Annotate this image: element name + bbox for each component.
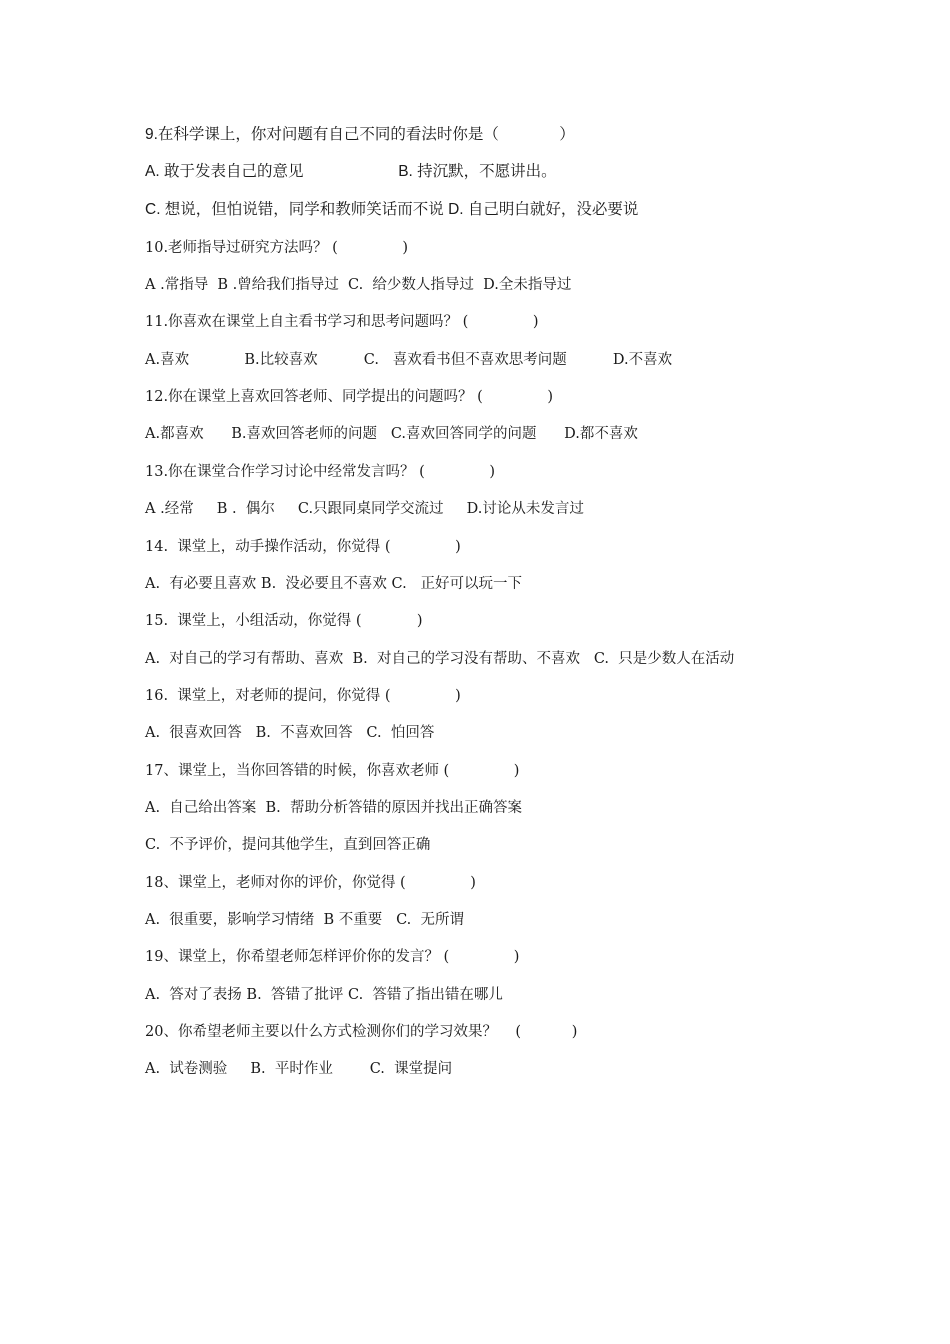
question-19: 19、课堂上，你希望老师怎样评价你的发言？ ( )	[145, 949, 520, 965]
question-17-options-c: C. 不予评价，提问其他学生，直到回答正确	[145, 837, 431, 853]
question-18: 18、课堂上，老师对你的评价，你觉得 ( )	[145, 875, 476, 891]
question-15-options: A. 对自己的学习有帮助、喜欢 B. 对自己的学习没有帮助、不喜欢 C. 只是少数人在活动	[145, 651, 735, 667]
question-12-options: A.都喜欢 B.喜欢回答老师的问题 C.喜欢回答同学的问题 D.都不喜欢	[145, 426, 638, 442]
question-9: 9.在科学课上，你对问题有自己不同的看法时你是（ ）	[145, 126, 575, 143]
question-15: 15. 课堂上，小组活动，你觉得 ( )	[145, 613, 423, 629]
question-17: 17、课堂上，当你回答错的时候，你喜欢老师 ( )	[145, 763, 520, 779]
question-18-options: A. 很重要，影响学习情绪 B 不重要 C. 无所谓	[145, 912, 465, 928]
question-16-options: A. 很喜欢回答 B. 不喜欢回答 C. 怕回答	[145, 725, 435, 741]
question-19-options: A. 答对了表扬 B. 答错了批评 C. 答错了指出错在哪儿	[145, 987, 503, 1003]
question-11: 11.你喜欢在课堂上自主看书学习和思考问题吗？ ( )	[145, 314, 539, 330]
question-12: 12.你在课堂上喜欢回答老师、同学提出的问题吗？ ( )	[145, 389, 554, 405]
question-14-options: A. 有必要且喜欢 B. 没必要且不喜欢 C. 正好可以玩一下	[145, 576, 523, 592]
question-10: 10.老师指导过研究方法吗？ ( )	[145, 240, 409, 256]
question-11-options: A.喜欢 B.比较喜欢 C. 喜欢看书但不喜欢思考问题 D.不喜欢	[145, 352, 673, 368]
question-20-options: A. 试卷测验 B. 平时作业 C. 课堂提问	[145, 1061, 453, 1077]
question-16: 16. 课堂上，对老师的提问，你觉得 ( )	[145, 688, 461, 704]
question-10-options: A .常指导 B .曾给我们指导过 C. 给少数人指导过 D.全未指导过	[145, 277, 572, 293]
question-13-options: A .经常 B . 偶尔 C.只跟同桌同学交流过 D.讨论从未发言过	[145, 501, 584, 517]
question-9-options-ab: A. 敢于发表自己的意见 B. 持沉默，不愿讲出。	[145, 163, 557, 180]
question-13: 13.你在课堂合作学习讨论中经常发言吗？ ( )	[145, 464, 496, 480]
question-20: 20、你希望老师主要以什么方式检测你们的学习效果？ ( )	[145, 1024, 578, 1040]
question-14: 14. 课堂上，动手操作活动，你觉得 ( )	[145, 539, 461, 555]
question-9-options-cd: C. 想说，但怕说错，同学和教师笑话而不说 D. 自己明白就好，没必要说	[145, 201, 639, 218]
question-17-options-ab: A. 自己给出答案 B. 帮助分析答错的原因并找出正确答案	[145, 800, 522, 816]
